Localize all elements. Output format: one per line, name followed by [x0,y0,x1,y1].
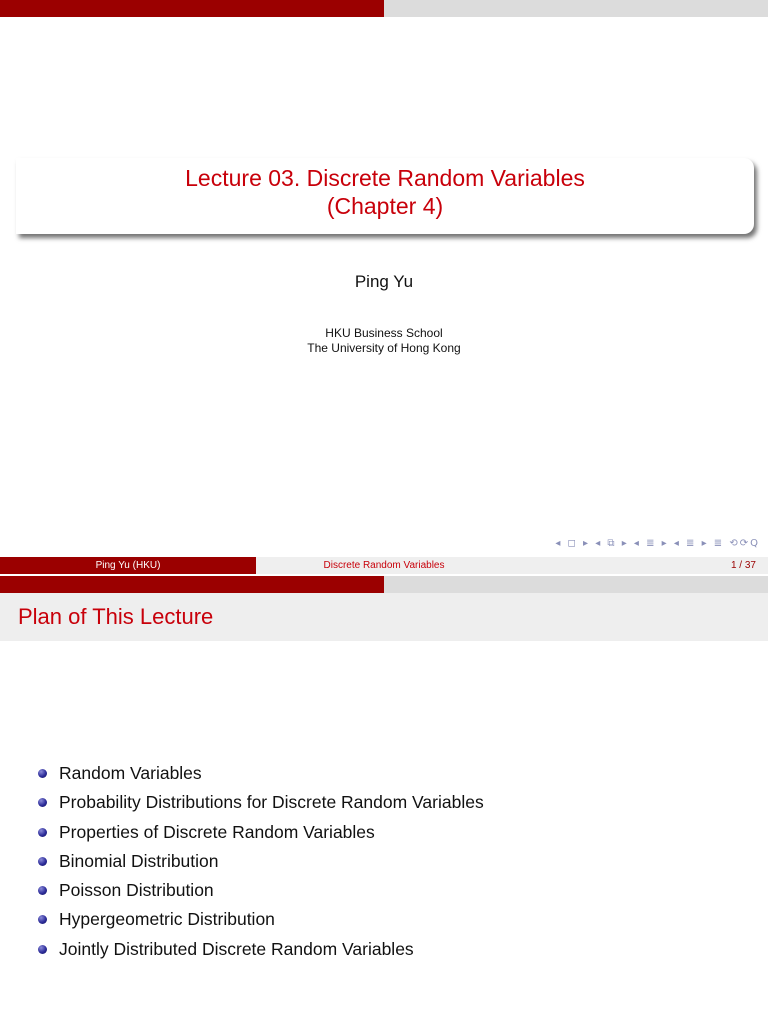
author-name: Ping Yu [354,272,414,291]
footer-page-number [512,557,768,574]
list-item-text: Properties of Discrete Random Variables [59,821,375,842]
list-item-text: Binomial Distribution [59,850,219,871]
top-bar-gray [384,576,768,593]
footer-short-title: Discrete Random Variables [256,557,512,574]
title-box [16,158,754,234]
top-bar-gray [384,0,768,17]
list-item-text: Random Variables [59,763,202,783]
bullet-icon [38,798,47,807]
bullet-icon [38,828,47,837]
presentation-title [16,164,754,220]
footer-bar [0,557,768,574]
title-line-2: (Chapter 4) [326,193,444,219]
list-item-text: Probability Distributions for Discrete Random Variables [59,792,484,813]
top-bar [0,576,768,593]
top-bar-red [0,0,384,17]
institute [0,326,768,356]
bullet-icon [38,769,47,778]
list-item [0,937,768,966]
list-item-text: Poisson Distribution [59,880,214,901]
lecture-plan-list [0,761,768,966]
frame-title: Plan of This Lecture [18,604,214,629]
list-item [0,790,768,819]
frame-title-bar [0,593,768,641]
footer-author: Ping Yu (HKU) [0,557,256,574]
institute-line-1: HKU Business School [325,326,443,340]
plan-slide [0,576,768,1024]
list-item [0,761,768,790]
beamer-navigation-icons[interactable]: ◂ ◻ ▸ ◂ ⧉ ▸ ◂ ≣ ▸ ◂ ≣ ▸ ≣ ⟲⟳Q [555,538,760,549]
list-item-text: Hypergeometric Distribution [59,909,275,930]
title-line-1: Lecture 03. Discrete Random Variables [185,165,585,191]
bullet-icon [38,915,47,924]
page-number-text: 1 / 37 [730,560,756,571]
list-item [0,907,768,936]
list-item [0,878,768,907]
list-item [0,849,768,878]
bullet-icon [38,945,47,954]
list-item-text: Jointly Distributed Discrete Random Variables [59,938,414,959]
list-item [0,820,768,849]
bullet-icon [38,857,47,866]
top-bar-red [0,576,384,593]
top-bar [0,0,768,17]
bullet-icon [38,886,47,895]
institute-line-2: The University of Hong Kong [307,341,461,355]
